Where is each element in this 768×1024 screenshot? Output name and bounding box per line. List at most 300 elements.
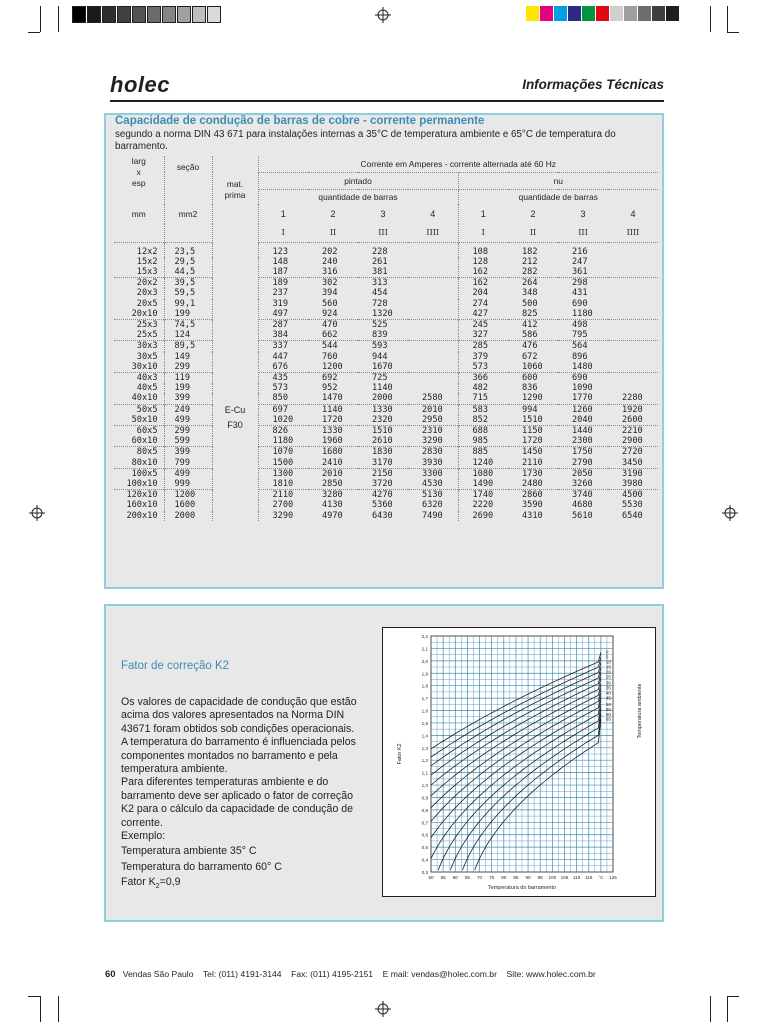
- cell-current: 431: [572, 288, 588, 299]
- cell-current: 1960: [322, 436, 343, 447]
- cell-current: 573: [472, 361, 489, 372]
- cell-section: 199: [164, 309, 212, 320]
- cell-current: 3740: [558, 490, 608, 501]
- cell-current: 4530: [408, 479, 458, 490]
- registration-mark-icon: [722, 505, 738, 521]
- cell-current: 725: [358, 372, 408, 383]
- cell-current: 1510: [522, 414, 543, 425]
- x-tick-label: 110: [572, 875, 581, 880]
- cell-current: 454: [372, 288, 388, 299]
- cell-current: 4310: [522, 510, 543, 521]
- cell-current: 2220: [472, 500, 494, 511]
- cell-dimension: 15x3: [114, 267, 164, 278]
- cell-current: 6430: [372, 510, 393, 521]
- cell-current: 2010: [308, 468, 358, 479]
- cell-dimension: 20x2: [114, 278, 164, 289]
- holec-logo: holec: [110, 72, 170, 97]
- cell-current: 2280: [622, 393, 643, 404]
- header-larg-text: larg: [131, 156, 146, 166]
- x-tick-label: °C: [598, 875, 604, 880]
- color-swatch: [610, 6, 623, 21]
- cell-dimension: 60x5: [114, 425, 164, 436]
- y-tick-label: 1,3: [421, 745, 428, 751]
- cell-section: 89,5: [164, 341, 212, 352]
- cell-current: 261: [372, 256, 388, 267]
- cell-current: 5610: [572, 510, 593, 521]
- cell-current: [408, 288, 458, 298]
- cell-current: [608, 299, 658, 309]
- cell-dimension: 40x10: [114, 393, 164, 404]
- header-spacer: [212, 224, 258, 243]
- curve-label: 5: [605, 654, 609, 660]
- x-tick-label: 60: [452, 875, 458, 880]
- cell-current: 476: [508, 341, 558, 352]
- cell-current: 6540: [622, 510, 643, 521]
- x-tick-label: 100: [548, 875, 557, 880]
- cell-current: 1330: [358, 404, 408, 415]
- cell-current: [408, 362, 458, 373]
- cell-current: 1810: [272, 478, 294, 489]
- table-row: [114, 436, 658, 447]
- table-row: [114, 309, 658, 320]
- cell-current: [408, 383, 458, 393]
- cell-current: 361: [572, 266, 588, 277]
- header-bar-symbol: IIII: [626, 228, 640, 237]
- table-row: [114, 330, 658, 341]
- curve-label: 20: [605, 669, 611, 675]
- table-row: [114, 299, 658, 309]
- cell-current: 3450: [622, 457, 643, 468]
- table-row: [114, 278, 658, 289]
- cell-current: 302: [308, 278, 358, 289]
- header-quantidade-pintado: quantidade de barras: [258, 189, 458, 204]
- cell-section: 99,1: [164, 299, 212, 309]
- cell-current: 1500: [272, 457, 294, 468]
- cell-current: 337: [258, 341, 308, 352]
- color-swatch: [638, 6, 651, 21]
- y-tick-label: 1,2: [421, 758, 428, 764]
- cell-dimension: 25x3: [114, 319, 164, 330]
- cell-current: [608, 352, 658, 362]
- curve-label: 35: [605, 685, 611, 691]
- cell-current: 2150: [358, 468, 408, 479]
- k2-factor-prefix: Fator K: [121, 876, 156, 889]
- cell-dimension: 120x10: [114, 490, 164, 501]
- cell-current: 896: [572, 351, 588, 362]
- crop-mark: [727, 6, 728, 32]
- cell-current: 108: [458, 242, 508, 257]
- k2-example-ambient: Temperatura ambiente 35° C: [121, 845, 257, 858]
- cell-current: 2110: [522, 457, 543, 468]
- header-bar-symbol: III: [578, 228, 588, 237]
- cell-current: 435: [258, 372, 308, 383]
- crop-mark: [727, 32, 739, 33]
- cell-current: 5530: [622, 500, 643, 511]
- cell-dimension: 200x10: [114, 511, 164, 521]
- x-tick-label: 70: [476, 875, 483, 880]
- cell-current: 7490: [408, 511, 458, 521]
- cell-current: 586: [522, 330, 538, 341]
- k2-chart-container: [382, 627, 656, 897]
- header-quantidade-nu: quantidade de barras: [518, 191, 598, 202]
- cell-current: 412: [508, 319, 558, 330]
- cell-current: 2580: [408, 393, 458, 404]
- cell-current: 128: [472, 256, 489, 267]
- cell-current: 1830: [358, 447, 408, 458]
- cell-current: 212: [522, 256, 538, 267]
- y-tick-label: 1,4: [421, 733, 428, 739]
- k2-example-busbar: Temperatura do barramento 60° C: [121, 860, 282, 873]
- cell-current: 760: [322, 351, 338, 362]
- cell-dimension: 80x10: [114, 458, 164, 469]
- registration-mark-icon: [375, 1001, 391, 1017]
- cell-section: 119: [164, 372, 212, 383]
- cell-current: 264: [508, 278, 558, 289]
- y-tick-label: 1,0: [421, 783, 428, 789]
- cell-current: 985: [472, 436, 489, 447]
- header-mat-prima: [212, 156, 258, 224]
- y-axis-label: Fator K2: [397, 743, 403, 765]
- y-tick-label: 1,7: [421, 696, 428, 702]
- cell-current: 1470: [322, 393, 343, 404]
- cell-dimension: 100x5: [114, 468, 164, 479]
- cell-current: 2040: [572, 414, 593, 425]
- color-calibration-bar: [526, 6, 680, 21]
- cell-current: 1200: [322, 361, 343, 372]
- cell-current: 715: [472, 393, 489, 404]
- curve-label: 60: [605, 711, 611, 717]
- cell-current: 5130: [408, 490, 458, 501]
- cell-current: 1510: [358, 425, 408, 436]
- header-bar-symbol: I: [281, 228, 285, 237]
- cell-current: 384: [272, 330, 289, 341]
- cell-current: 690: [558, 372, 608, 383]
- cell-current: 1080: [458, 468, 508, 479]
- k2-factor-sub: 2: [155, 883, 160, 891]
- cell-current: [408, 319, 458, 330]
- crop-mark: [28, 996, 40, 997]
- cell-current: 600: [508, 372, 558, 383]
- cell-current: 285: [458, 341, 508, 352]
- header-mm: mm: [114, 204, 164, 224]
- cell-current: [608, 319, 658, 330]
- cell-current: 228: [358, 242, 408, 257]
- cell-current: 924: [322, 308, 338, 319]
- page-footer: [105, 969, 596, 980]
- cell-current: 690: [572, 298, 588, 309]
- cell-current: 676: [272, 361, 289, 372]
- cell-current: 274: [472, 298, 489, 309]
- header-mm2: mm2: [164, 204, 212, 224]
- cell-current: 2720: [608, 447, 658, 458]
- curve-label: 55: [605, 706, 611, 712]
- cell-current: 728: [372, 298, 388, 309]
- header-prima-text: prima: [224, 189, 246, 200]
- cell-current: [408, 372, 458, 383]
- y-tick-label: 0,6: [421, 832, 428, 838]
- cell-section: 299: [164, 425, 212, 436]
- table-row: [114, 242, 658, 257]
- curve-label: 30: [605, 680, 611, 686]
- cell-current: 3930: [408, 458, 458, 469]
- cell-dimension: 60x10: [114, 436, 164, 447]
- cell-current: 182: [508, 242, 558, 257]
- crop-mark: [710, 6, 711, 32]
- cell-section: 199: [164, 383, 212, 393]
- gray-calibration-bar: [72, 6, 222, 21]
- cell-current: 216: [558, 242, 608, 257]
- cell-current: 2210: [608, 425, 658, 436]
- header-secao: seção: [164, 156, 212, 189]
- cell-current: 2320: [372, 414, 393, 425]
- cell-dimension: 30x3: [114, 341, 164, 352]
- cell-current: 1680: [308, 447, 358, 458]
- cell-current: 3190: [608, 468, 658, 479]
- cell-current: 162: [458, 278, 508, 289]
- table-row: [114, 511, 658, 521]
- cell-current: 1770: [572, 393, 593, 404]
- y-tick-label: 1,1: [421, 770, 428, 776]
- cell-current: 2850: [322, 478, 343, 489]
- y-tick-label: 0,7: [421, 820, 428, 826]
- gray-swatch: [147, 6, 161, 23]
- cell-current: 1140: [308, 404, 358, 415]
- material-label: F30: [227, 420, 243, 430]
- header-corrente: Corrente em Amperes - corrente alternada até 60 Hz: [258, 156, 658, 172]
- cell-current: 525: [358, 319, 408, 330]
- y-tick-label: 0,3: [421, 870, 428, 875]
- y-tick-label: 1,8: [421, 683, 428, 689]
- cell-current: [608, 257, 658, 267]
- cell-current: 1060: [522, 361, 543, 372]
- cell-dimension: 20x3: [114, 288, 164, 298]
- color-swatch: [526, 6, 539, 21]
- cell-current: 662: [322, 330, 338, 341]
- x-tick-label: 125: [609, 875, 617, 880]
- cell-current: 3290: [408, 436, 458, 447]
- cell-current: 1290: [522, 393, 543, 404]
- cell-current: 1440: [558, 425, 608, 436]
- cell-current: 497: [272, 308, 289, 319]
- k2-example-factor: [121, 876, 361, 894]
- cell-dimension: 160x10: [114, 500, 164, 510]
- crop-mark: [28, 32, 40, 33]
- cell-section: 599: [164, 436, 212, 447]
- cell-dimension: 25x5: [114, 330, 164, 341]
- cell-current: 381: [372, 266, 388, 277]
- cell-current: 202: [308, 242, 358, 257]
- cell-current: 1450: [508, 447, 558, 458]
- cell-current: 1720: [322, 414, 343, 425]
- k2-title: Fator de correção K2: [121, 660, 230, 672]
- color-swatch: [652, 6, 665, 21]
- header-pintado: pintado: [258, 172, 458, 189]
- x-tick-label: 105: [560, 875, 569, 880]
- table-subtitle: segundo a norma DIN 43 671 para instalações internas a 35°C de temperatura ambiente e 65°C de temperatura do barramento.: [115, 129, 616, 152]
- cell-current: [408, 341, 458, 352]
- gray-swatch: [102, 6, 116, 23]
- table-row: [114, 352, 658, 362]
- cell-current: 313: [358, 278, 408, 289]
- header-count: 4: [630, 208, 636, 219]
- cell-current: [408, 299, 458, 309]
- cell-current: 240: [322, 256, 338, 267]
- header-count: 4: [408, 204, 458, 224]
- cell-current: 1090: [572, 383, 593, 394]
- cell-current: 2690: [472, 510, 494, 521]
- cell-current: 316: [322, 266, 338, 277]
- curve-label: 15: [605, 664, 611, 670]
- header-larg: [114, 156, 164, 189]
- cell-current: [608, 330, 658, 341]
- right-axis-label: Temperatura ambiente: [637, 683, 643, 739]
- cell-current: 2860: [508, 490, 558, 501]
- cell-dimension: 100x10: [114, 479, 164, 490]
- cell-current: 839: [372, 330, 388, 341]
- cell-current: 327: [472, 330, 489, 341]
- k2-chart: [383, 628, 655, 896]
- cell-current: 1730: [508, 468, 558, 479]
- cell-section: 29,5: [164, 257, 212, 267]
- header-count: 2: [330, 208, 336, 219]
- curve-label: 25: [605, 674, 611, 680]
- cell-section: 1200: [164, 490, 212, 501]
- cell-current: 2600: [622, 414, 643, 425]
- cell-current: 1070: [258, 447, 308, 458]
- cell-current: 2790: [572, 457, 593, 468]
- cell-current: [408, 257, 458, 267]
- cell-dimension: 40x3: [114, 372, 164, 383]
- gray-swatch: [177, 6, 191, 23]
- cell-section: 124: [164, 330, 212, 341]
- x-tick-label: 115: [585, 875, 593, 880]
- cell-current: 1180: [572, 308, 593, 319]
- crop-mark: [40, 6, 41, 32]
- cell-current: [408, 242, 458, 257]
- material-label: E-Cu: [224, 405, 246, 415]
- color-swatch: [540, 6, 553, 21]
- cell-current: 2050: [558, 468, 608, 479]
- gray-swatch: [117, 6, 131, 23]
- cell-current: 2010: [408, 404, 458, 415]
- cell-current: 672: [522, 351, 538, 362]
- table-row: [114, 447, 658, 458]
- cell-current: 1750: [558, 447, 608, 458]
- y-tick-label: 0,5: [421, 845, 428, 851]
- x-tick-label: 65: [464, 875, 470, 880]
- curve-label: 40: [605, 690, 611, 696]
- page-number: 60: [105, 969, 116, 980]
- cell-current: 697: [258, 404, 308, 415]
- x-tick-label: 85: [513, 875, 519, 880]
- cell-dimension: 30x10: [114, 362, 164, 373]
- cell-current: [608, 278, 658, 289]
- cell-current: 1670: [372, 361, 393, 372]
- cell-section: 23,5: [164, 242, 212, 257]
- cell-current: [408, 278, 458, 289]
- cell-section: 299: [164, 362, 212, 373]
- cell-current: [608, 372, 658, 383]
- cell-current: 885: [458, 447, 508, 458]
- table-row: [114, 372, 658, 383]
- cell-current: 1740: [458, 490, 508, 501]
- gray-swatch: [72, 6, 86, 23]
- page-header-title: Informações Técnicas: [522, 77, 664, 92]
- x-tick-label: 90: [525, 875, 531, 880]
- cell-current: 688: [458, 425, 508, 436]
- cell-current: [408, 309, 458, 320]
- cell-current: 394: [322, 288, 338, 299]
- cell-current: 298: [558, 278, 608, 289]
- cell-current: 148: [272, 256, 289, 267]
- cell-current: 5360: [372, 500, 393, 511]
- y-tick-label: 0,4: [421, 857, 428, 863]
- cell-current: 1320: [372, 308, 393, 319]
- cell-section: 44,5: [164, 267, 212, 278]
- y-tick-label: 2,2: [421, 634, 428, 639]
- cell-current: 2480: [522, 478, 543, 489]
- cell-section: 999: [164, 479, 212, 490]
- x-tick-label: 50: [428, 875, 434, 880]
- cell-current: 2900: [622, 436, 643, 447]
- cell-current: 795: [572, 330, 588, 341]
- cell-current: [608, 341, 658, 352]
- header-count: 3: [580, 208, 586, 219]
- cell-current: 282: [522, 266, 538, 277]
- table-row: [114, 267, 658, 278]
- capacity-table: [114, 156, 658, 521]
- cell-current: [408, 352, 458, 362]
- header-nu: nu: [458, 172, 658, 189]
- cell-current: 1260: [558, 404, 608, 415]
- gray-swatch: [87, 6, 101, 23]
- cell-current: 245: [458, 319, 508, 330]
- cell-current: 2700: [272, 500, 294, 511]
- cell-current: 204: [472, 288, 489, 299]
- color-swatch: [554, 6, 567, 21]
- table-row: [114, 393, 658, 404]
- cell-current: 482: [472, 383, 489, 394]
- cell-current: 3980: [622, 478, 643, 489]
- cell-current: 4270: [358, 490, 408, 501]
- header-x-text: x: [136, 167, 141, 177]
- cell-current: 319: [272, 298, 289, 309]
- k2-paragraph-1: Os valores de capacidade de condução que estão acima dos valores apresentados na Norma DIN 43671 foram obtidos sob condições operacionais. A temperatura do barramento é influenciada pelos componentes montados no barramento e pela temperatura ambiente.: [121, 696, 357, 776]
- crop-mark: [710, 996, 711, 1022]
- x-axis-label: Temperatura do barramento: [487, 885, 557, 891]
- cell-current: 1140: [372, 383, 393, 394]
- cell-current: 944: [372, 351, 388, 362]
- cell-current: 564: [558, 341, 608, 352]
- table-row: [114, 479, 658, 490]
- header-bar-symbol: I: [481, 228, 485, 237]
- curve-label: 45: [605, 695, 611, 701]
- cell-section: 149: [164, 352, 212, 362]
- header-bar-symbol: III: [378, 228, 388, 237]
- cell-dimension: 15x2: [114, 257, 164, 267]
- header-spacer: [164, 189, 212, 204]
- cell-current: 2950: [408, 415, 458, 426]
- table-row: [114, 383, 658, 393]
- color-swatch: [666, 6, 679, 21]
- crop-mark: [58, 996, 59, 1022]
- cell-current: 826: [258, 425, 308, 436]
- cell-dimension: 20x5: [114, 299, 164, 309]
- cell-current: 1240: [472, 457, 494, 468]
- header-divider: [110, 100, 664, 102]
- cell-section: 1600: [164, 500, 212, 510]
- header-bar-symbol: IIII: [408, 224, 458, 243]
